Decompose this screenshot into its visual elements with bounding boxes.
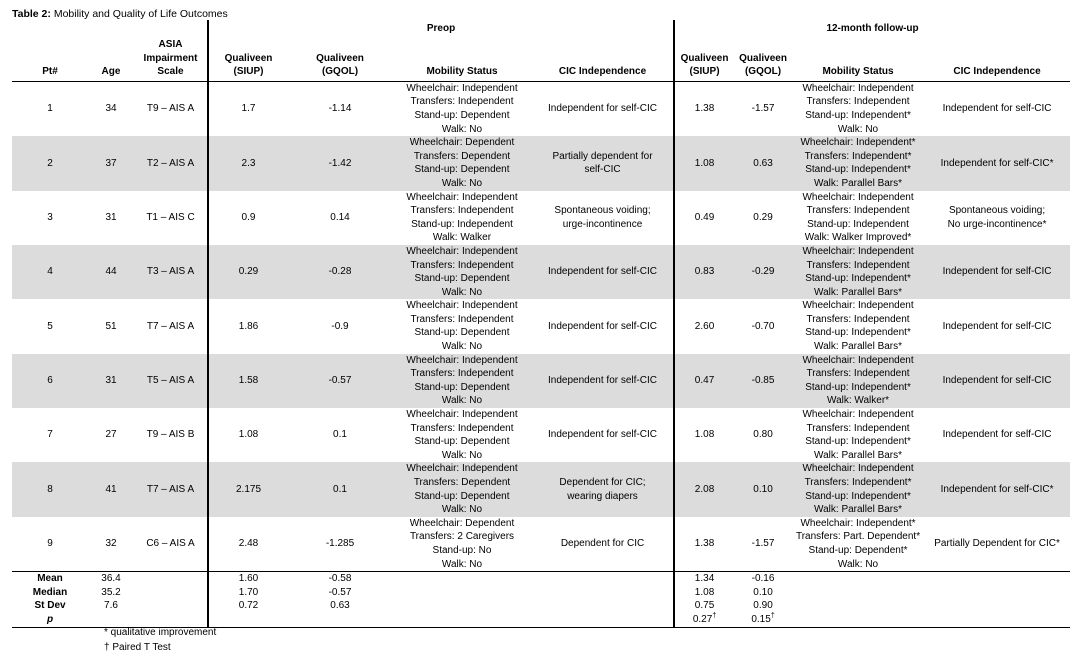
header-pt: Pt# <box>12 38 88 81</box>
cell-pre-cic: Independent for self-CIC <box>548 320 657 332</box>
cell-asia: T1 – AIS C <box>146 211 195 223</box>
cell-pre-siup: 1.08 <box>208 408 288 462</box>
cell-pre-gqol: -1.14 <box>328 103 352 115</box>
cell-post-mobility: Wheelchair: Independent Transfers: Independent Stand-up: Independent* Walk: Parallel Bars* <box>802 300 914 353</box>
cell-asia: T9 – AIS B <box>146 429 195 441</box>
footnote-dagger: † Paired T Test <box>104 642 171 653</box>
summary-row-median <box>12 586 1070 600</box>
cell-post-mobility: Wheelchair: Independent Transfers: Independent Stand-up: Independent Walk: Walker Improved* <box>802 191 914 244</box>
summary-post-siup: 0.27† <box>674 613 734 627</box>
cell-post-siup: 1.38 <box>674 81 734 136</box>
summary-post-siup: 1.08 <box>674 586 734 600</box>
cell-post-siup: 2.60 <box>674 299 734 353</box>
summary-label: Mean <box>37 573 63 585</box>
summary-pre-gqol: 0.63 <box>330 600 350 612</box>
summary-post-siup: 0.75 <box>674 599 734 613</box>
cell-pt: 5 <box>47 320 53 332</box>
summary-label: p <box>12 613 88 627</box>
cell-post-gqol: 0.10 <box>734 462 792 516</box>
cell-post-gqol: -0.70 <box>751 320 775 332</box>
table-caption <box>12 8 228 20</box>
cell-post-cic: Independent for self-CIC <box>942 103 1052 115</box>
column-header-row <box>12 38 1070 81</box>
cell-post-siup: 2.08 <box>674 462 734 516</box>
cell-pre-cic: Partially dependent for self-CIC <box>532 136 674 190</box>
cell-post-mobility: Wheelchair: Independent Transfers: Independent Stand-up: Independent* Walk: Parallel Bars* <box>792 245 924 299</box>
footnote-asterisk: * qualitative improvement <box>104 627 217 638</box>
cell-post-cic: Independent for self-CIC* <box>924 462 1070 516</box>
cell-pre-mobility: Wheelchair: Independent Transfers: Independent Stand-up: Dependent Walk: No <box>406 409 518 461</box>
summary-age: 7.6 <box>104 600 118 612</box>
summary-pre-siup: 1.60 <box>208 572 288 586</box>
table-row <box>12 462 1070 516</box>
cell-pre-mobility: Wheelchair: Independent Transfers: Independent Stand-up: Dependent Walk: No <box>406 82 518 135</box>
cell-post-gqol: 0.29 <box>753 211 773 223</box>
cell-post-cic: Independent for self-CIC <box>942 320 1052 332</box>
cell-pre-gqol: -0.57 <box>288 354 392 408</box>
footnotes <box>104 625 216 655</box>
cell-pt: 4 <box>12 245 88 299</box>
cell-post-cic: Partially Dependent for CIC* <box>924 517 1070 572</box>
cell-asia: T9 – AIS A <box>146 103 195 115</box>
cell-asia: C6 – AIS A <box>134 517 208 572</box>
cell-pre-gqol: -0.28 <box>288 245 392 299</box>
cell-pt: 7 <box>47 429 53 441</box>
cell-pre-mobility: Wheelchair: Independent Transfers: Independent Stand-up: Dependent Walk: No <box>392 354 532 408</box>
cell-post-gqol: -1.57 <box>734 517 792 572</box>
table-row <box>12 136 1070 190</box>
cell-post-cic: Independent for self-CIC <box>924 354 1070 408</box>
summary-post-siup: 1.34 <box>674 572 734 586</box>
cell-pre-cic: Independent for self-CIC <box>532 245 674 299</box>
cell-asia: T3 – AIS A <box>134 245 208 299</box>
cell-post-mobility: Wheelchair: Independent Transfers: Independent* Stand-up: Independent* Walk: Parallel Bars* <box>792 462 924 516</box>
summary-pre-siup: 0.72 <box>208 599 288 613</box>
cell-age: 32 <box>88 517 134 572</box>
summary-body <box>12 572 1070 627</box>
cell-pt: 3 <box>47 211 53 223</box>
cell-post-mobility: Wheelchair: Independent Transfers: Independent Stand-up: Independent* Walk: Walker* <box>792 354 924 408</box>
cell-pt: 8 <box>12 462 88 516</box>
cell-pre-mobility: Wheelchair: Independent Transfers: Independent Stand-up: Independent Walk: Walker <box>406 191 518 244</box>
table-row <box>12 517 1070 572</box>
cell-pre-mobility: Wheelchair: Dependent Transfers: 2 Caregivers Stand-up: No Walk: No <box>392 517 532 572</box>
cell-post-cic: Independent for self-CIC <box>942 429 1052 441</box>
cell-pre-mobility: Wheelchair: Independent Transfers: Dependent Stand-up: Dependent Walk: No <box>392 462 532 516</box>
summary-pre-siup: 1.70 <box>208 586 288 600</box>
summary-post-gqol: -0.16 <box>751 573 775 585</box>
cell-pre-gqol: 0.1 <box>333 429 347 441</box>
cell-post-siup: 1.08 <box>674 408 734 462</box>
cell-age: 31 <box>105 211 117 223</box>
header-pre-cic: CIC Independence <box>532 38 674 81</box>
cell-pre-gqol: -1.42 <box>288 136 392 190</box>
header-post-cic: CIC Independence <box>924 38 1070 81</box>
cell-age: 51 <box>105 320 117 332</box>
cell-pre-siup: 2.175 <box>208 462 288 516</box>
header-pre-siup: Qualiveen (SIUP) <box>208 38 288 81</box>
cell-pre-siup: 2.48 <box>208 517 288 572</box>
cell-pre-siup: 1.86 <box>208 299 288 353</box>
summary-post-gqol: 0.90 <box>753 600 773 612</box>
cell-post-mobility: Wheelchair: Independent* Transfers: Part. Dependent* Stand-up: Dependent* Walk: No <box>792 517 924 572</box>
cell-pre-gqol: 0.14 <box>330 211 350 223</box>
table-body <box>12 81 1070 571</box>
group-followup: 12-month follow-up <box>674 20 1070 38</box>
summary-row-mean <box>12 572 1070 586</box>
cell-asia: T7 – AIS A <box>134 462 208 516</box>
header-asia: ASIA Impairment Scale <box>134 38 208 81</box>
cell-pre-mobility: Wheelchair: Independent Transfers: Independent Stand-up: Dependent Walk: No <box>406 300 518 353</box>
cell-pre-mobility: Wheelchair: Independent Transfers: Independent Stand-up: Dependent Walk: No <box>392 245 532 299</box>
cell-pre-siup: 0.9 <box>208 191 288 245</box>
cell-pre-cic: Spontaneous voiding; urge-incontinence <box>554 205 651 230</box>
cell-post-siup: 1.08 <box>674 136 734 190</box>
cell-pre-siup: 0.29 <box>208 245 288 299</box>
cell-post-cic: Independent for self-CIC* <box>924 136 1070 190</box>
caption-text: Mobility and Quality of Life Outcomes <box>53 8 228 20</box>
table-row <box>12 408 1070 462</box>
summary-post-gqol: 0.10 <box>753 586 773 598</box>
outcomes-table <box>12 20 1070 628</box>
header-pre-mobility: Mobility Status <box>392 38 532 81</box>
cell-asia: T7 – AIS A <box>146 320 195 332</box>
cell-age: 27 <box>105 429 117 441</box>
cell-post-mobility: Wheelchair: Independent* Transfers: Independent* Stand-up: Independent* Walk: Parallel Bars* <box>792 136 924 190</box>
header-pre-gqol: Qualiveen (GQOL) <box>288 38 392 81</box>
cell-pre-mobility: Wheelchair: Dependent Transfers: Dependent Stand-up: Dependent Walk: No <box>392 136 532 190</box>
table-row <box>12 354 1070 408</box>
cell-post-gqol: -0.85 <box>734 354 792 408</box>
cell-pt: 6 <box>12 354 88 408</box>
summary-label: Median <box>32 586 68 598</box>
table-row <box>12 299 1070 353</box>
cell-pre-siup: 2.3 <box>208 136 288 190</box>
cell-post-gqol: -1.57 <box>751 103 775 115</box>
cell-pre-cic: Independent for self-CIC <box>548 103 657 115</box>
summary-post-gqol: 0.15† <box>734 613 792 627</box>
cell-post-cic: Independent for self-CIC <box>924 245 1070 299</box>
summary-age: 35.2 <box>101 586 121 598</box>
summary-label: St Dev <box>34 600 66 612</box>
cell-pt: 2 <box>12 136 88 190</box>
table-row <box>12 245 1070 299</box>
summary-row-stdev <box>12 599 1070 613</box>
cell-post-gqol: 0.80 <box>753 429 773 441</box>
cell-pre-cic: Dependent for CIC <box>532 517 674 572</box>
header-post-gqol: Qualiveen (GQOL) <box>734 38 792 81</box>
cell-post-siup: 0.47 <box>674 354 734 408</box>
cell-post-siup: 1.38 <box>674 517 734 572</box>
cell-post-cic: Spontaneous voiding; No urge-incontinence* <box>947 205 1047 230</box>
cell-pre-gqol: -0.9 <box>331 320 349 332</box>
cell-pre-cic: Dependent for CIC; wearing diapers <box>532 462 674 516</box>
group-preop: Preop <box>208 20 674 38</box>
header-post-mobility: Mobility Status <box>792 38 924 81</box>
cell-post-gqol: 0.63 <box>734 136 792 190</box>
cell-asia: T5 – AIS A <box>134 354 208 408</box>
cell-age: 37 <box>88 136 134 190</box>
cell-asia: T2 – AIS A <box>134 136 208 190</box>
cell-age: 34 <box>105 103 117 115</box>
cell-post-mobility: Wheelchair: Independent Transfers: Independent Stand-up: Independent* Walk: Parallel Bars* <box>802 409 914 461</box>
cell-pre-cic: Independent for self-CIC <box>532 354 674 408</box>
cell-pre-gqol: -1.285 <box>288 517 392 572</box>
table-row <box>12 191 1070 245</box>
cell-post-siup: 0.49 <box>674 191 734 245</box>
cell-pre-gqol: 0.1 <box>288 462 392 516</box>
cell-age: 31 <box>88 354 134 408</box>
header-age: Age <box>88 38 134 81</box>
cell-pt: 1 <box>47 103 53 115</box>
header-post-siup: Qualiveen (SIUP) <box>674 38 734 81</box>
cell-post-mobility: Wheelchair: Independent Transfers: Independent Stand-up: Independent* Walk: No <box>802 82 914 135</box>
caption-label: Table 2: <box>12 8 51 20</box>
summary-pre-gqol: -0.58 <box>328 573 352 585</box>
group-header-row <box>12 20 1070 38</box>
cell-age: 41 <box>88 462 134 516</box>
cell-age: 44 <box>88 245 134 299</box>
table-row <box>12 81 1070 136</box>
cell-pre-siup: 1.7 <box>208 81 288 136</box>
cell-pre-siup: 1.58 <box>208 354 288 408</box>
summary-age: 36.4 <box>101 573 121 585</box>
cell-post-gqol: -0.29 <box>734 245 792 299</box>
cell-pt: 9 <box>12 517 88 572</box>
cell-pre-cic: Independent for self-CIC <box>548 429 657 441</box>
cell-post-siup: 0.83 <box>674 245 734 299</box>
summary-pre-gqol: -0.57 <box>328 586 352 598</box>
